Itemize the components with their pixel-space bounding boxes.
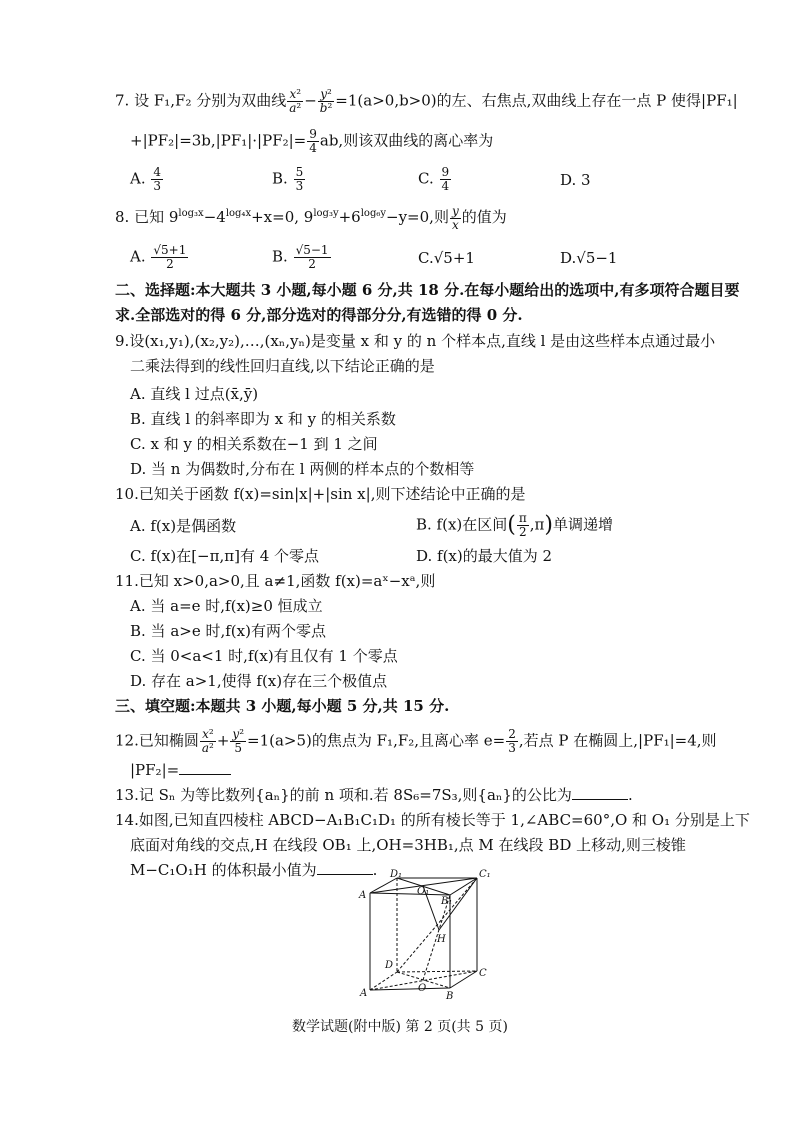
q8-stem: 8. 已知 $9^{log_3x}-4^{log_4x}+x=0$, $9^{log_3y}+6^{log_6y}-y=0$,则 $\frac{y}{x}$ 的值为 — [115, 203, 507, 232]
label-c: C — [479, 968, 487, 979]
edge-a-d — [370, 972, 397, 990]
label-b1: B₁ — [441, 896, 453, 907]
q11-option-b: B. 当 a>e 时,f(x)有两个零点 — [130, 622, 326, 640]
q9-line2: 二乘法得到的线性回归直线,以下结论正确的是 — [130, 357, 435, 375]
prism-figure — [355, 868, 500, 1008]
seg-d-c1 — [397, 878, 477, 972]
label-d: D — [385, 960, 394, 971]
label-b: B — [446, 991, 454, 1002]
q9-option-d: D. 当 n 为偶数时,分布在 l 两侧的样本点的个数相等 — [130, 460, 475, 478]
q13-answer-blank[interactable] — [572, 799, 628, 800]
edge-b-c — [450, 971, 477, 988]
edge-b1-a1 — [370, 893, 450, 895]
section2-line1: 二、选择题:本大题共 3 小题,每小题 6 分,共 18 分.在每小题给出的选项中,有多项符合题目要 — [115, 281, 740, 299]
page-footer: 数学试题(附中版) 第 2 页(共 5 页) — [292, 1019, 508, 1035]
label-d1: D₁ — [390, 869, 403, 880]
q10-option-c: C. f(x)在[−π,π]有 4 个零点 — [130, 547, 320, 565]
q7-line2: +|PF₂|=3b,|PF₁|·|PF₂|= $\frac{9}{4}$ ab,则该双曲线的离心率为 — [130, 127, 494, 155]
q8-option-a: A. $\frac{√5+1}{2}$ — [130, 243, 187, 271]
label-c1: C₁ — [479, 869, 491, 880]
q11-stem: 11.已知 x>0,a>0,且 a≠1,函数 f(x)=aˣ−xᵃ,则 — [115, 572, 436, 590]
q8-option-b: B. $\frac{√5-1}{2}$ — [272, 243, 329, 271]
q9-option-c: C. x 和 y 的相关系数在−1 到 1 之间 — [130, 435, 378, 453]
q9-line1: 9.设(x₁,y₁),(x₂,y₂),…,(xₙ,yₙ)是变量 x 和 y 的 n 个样本点,直线 l 是由这些样本点通过最小 — [115, 332, 716, 350]
q11-option-c: C. 当 0<a<1 时,f(x)有且仅有 1 个零点 — [130, 647, 398, 665]
q7-option-c: C. $\frac{9}{4}$ — [418, 165, 450, 193]
q12-line2: |PF₂|= — [130, 760, 231, 780]
q13-line: 13.记 Sₙ 为等比数列{aₙ}的前 n 项和.若 8S₆=7S₃,则{aₙ}的公比为 . — [115, 786, 633, 804]
section2-line2: 求.全部选对的得 6 分,部分选对的得部分分,有选错的得 0 分. — [115, 306, 523, 324]
q10-option-d: D. f(x)的最大值为 2 — [416, 547, 553, 565]
label-o1: O₁ — [417, 886, 430, 897]
edge-c1-b1 — [450, 878, 477, 895]
q7-line1: 7. 设 F₁,F₂ 分别为双曲线 $\frac{\text{x²}}{\text{a²}}$ − $\frac{\text{y²}}{\text{b²}}$ =1(a>0,b>0)的左、右焦点,双曲线上存在一点 P 使得|PF₁| — [115, 87, 738, 115]
q11-option-a: A. 当 a=e 时,f(x)≥0 恒成立 — [130, 597, 323, 615]
q9-option-a: A. 直线 l 过点(x̄,ȳ) — [130, 385, 259, 403]
label-a1: A — [359, 890, 367, 901]
q11-option-d: D. 存在 a>1,使得 f(x)存在三个极值点 — [130, 672, 388, 690]
edge-d-c — [397, 971, 477, 972]
q8-option-c: C.√5+1 — [418, 249, 475, 267]
label-o: O — [418, 983, 427, 994]
q8-option-d: D.√5−1 — [560, 249, 618, 267]
q14-line3: M−C₁O₁H 的体积最小值为 . — [130, 861, 378, 879]
q14-line2: 底面对角线的交点,H 在线段 OB₁ 上,OH=3HB₁,点 M 在线段 BD 上移动,则三棱锥 — [130, 836, 686, 854]
section3-heading: 三、填空题:本题共 3 小题,每小题 5 分,共 15 分. — [115, 697, 450, 715]
q12-answer-blank[interactable] — [179, 774, 231, 775]
q9-option-b: B. 直线 l 的斜率即为 x 和 y 的相关系数 — [130, 410, 396, 428]
q12-line1: 12.已知椭圆 $\frac{\text{x²}}{\text{a²}}$ + $\frac{\text{y²}}{5}$ =1(a>5)的焦点为 F₁,F₂,且离心率 e= $\frac{2}{3}$ ,若点 P 在椭圆上,|PF₁|=4,则 — [115, 727, 717, 755]
q14-line1: 14.如图,已知直四棱柱 ABCD−A₁B₁C₁D₁ 的所有棱长等于 1,∠ABC=60°,O 和 O₁ 分别是上下 — [115, 811, 750, 829]
q7-option-a: A. $\frac{4}{3}$ — [130, 165, 162, 193]
q10-option-b: B. f(x)在区间( $\frac{\pi}{2}$ ,π)单调递增 — [416, 511, 614, 539]
label-a: A — [360, 988, 368, 999]
q10-stem: 10.已知关于函数 f(x)=sin|x|+|sin x|,则下述结论中正确的是 — [115, 485, 526, 503]
label-h: H — [437, 934, 446, 945]
q7-option-d: D. 3 — [560, 171, 591, 189]
q7-option-b: B. $\frac{5}{3}$ — [272, 165, 304, 193]
q10-option-a: A. f(x)是偶函数 — [130, 517, 237, 535]
